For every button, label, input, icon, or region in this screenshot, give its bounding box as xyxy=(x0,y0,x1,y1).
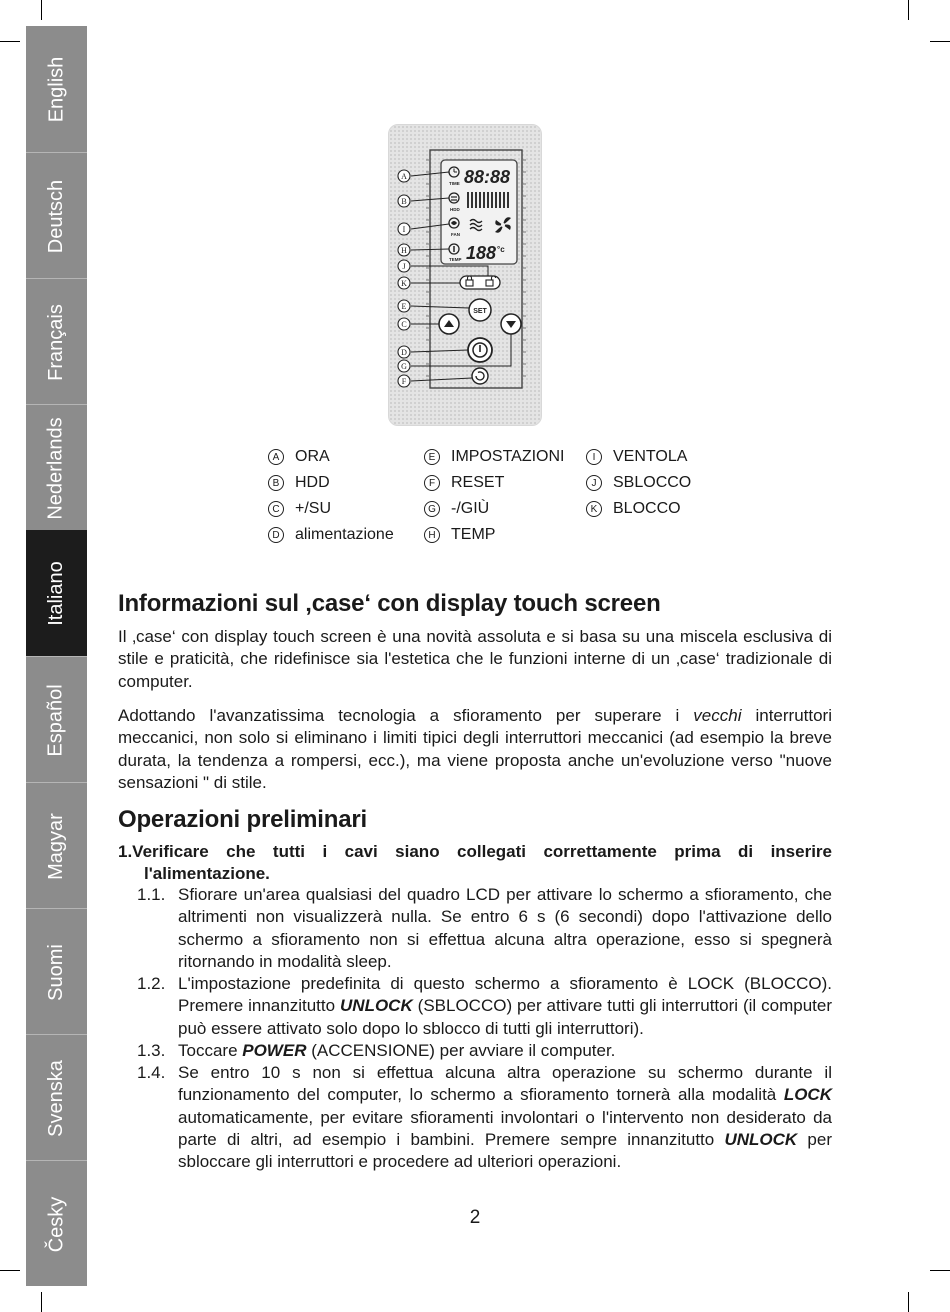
step-1-line: 1.Verificare che tutti i cavi siano collegati correttamente prima di inserire xyxy=(118,842,832,861)
legend-letter: D xyxy=(268,527,284,543)
crop-mark xyxy=(908,1292,909,1312)
lang-tab-svenska[interactable] xyxy=(26,1034,87,1161)
legend-letter: F xyxy=(424,475,440,491)
legend-label: SBLOCCO xyxy=(613,474,692,491)
legend-label: VENTOLA xyxy=(613,448,688,465)
callout-markers xyxy=(398,170,410,387)
callout-letter: I xyxy=(402,225,406,234)
lang-label: Česky xyxy=(44,1196,67,1252)
touch-panel-diagram xyxy=(0,0,950,440)
text-run: per sbloccare gli interruttori e procedere ad ulteriori operazioni. xyxy=(178,1129,832,1172)
lcd-time-label: TIME xyxy=(449,181,460,186)
legend-letter: B xyxy=(268,475,284,491)
substep-1-3 xyxy=(118,1040,832,1062)
lcd-temp-label: TEMP xyxy=(449,257,462,262)
keyword-unlock: UNLOCK xyxy=(724,1129,798,1149)
legend-label: RESET xyxy=(451,474,505,491)
legend-item xyxy=(268,526,394,544)
substep-text xyxy=(178,1062,832,1173)
lcd-temp-unit: °c xyxy=(497,245,505,254)
legend-item xyxy=(268,474,330,492)
legend-label: ORA xyxy=(295,448,330,465)
keyword-unlock: UNLOCK xyxy=(340,996,413,1016)
lang-tab-italiano[interactable] xyxy=(26,530,87,656)
legend-letter: I xyxy=(586,449,602,465)
step-1-heading xyxy=(118,841,832,885)
lang-tab-magyar[interactable] xyxy=(26,782,87,909)
callout-letter: F xyxy=(401,377,407,386)
legend-letter: G xyxy=(424,501,440,517)
crop-mark xyxy=(930,1270,950,1271)
text-run: (ACCENSIONE) per avviare il computer. xyxy=(306,1041,616,1060)
substep-text xyxy=(178,1040,832,1062)
lcd-hdd-label: HDD xyxy=(450,207,460,212)
callout-letter: E xyxy=(401,302,407,311)
substep-number: 1.4. xyxy=(137,1063,166,1082)
lang-label: Español xyxy=(45,683,67,757)
callout-letter: D xyxy=(401,348,407,357)
intro-paragraph: Il ‚case‘ con display touch screen è una novità assoluta e si basa su una miscela esclusiva di stile e praticità, che ridefinisce sia l'estetica che le funzioni interne di un ‚case‘ tradizionale di computer. xyxy=(118,627,832,691)
section-heading-preliminary: Operazioni preliminari xyxy=(118,806,367,833)
legend-label: IMPOSTAZIONI xyxy=(451,448,565,465)
lang-label: Deutsch xyxy=(45,179,67,253)
legend-item xyxy=(424,500,489,518)
callout-letter: G xyxy=(401,362,407,371)
text-run: Adottando l'avanzatissima tecnologia a sfioramento per superare i xyxy=(118,706,694,725)
crop-mark xyxy=(0,1270,20,1271)
lang-label: Magyar xyxy=(45,812,68,880)
lang-label: Svenska xyxy=(45,1059,67,1137)
substep-number: 1.3. xyxy=(137,1041,166,1060)
legend-item xyxy=(268,448,330,466)
set-button-label: SET xyxy=(473,308,487,315)
lcd-time-readout: 88:88 xyxy=(464,167,511,187)
lang-label: English xyxy=(45,56,68,122)
reset-button[interactable] xyxy=(472,368,488,384)
text-run: automaticamente, per evitare sfioramenti involontari o l'intervento non desiderato da parte di altri, ad esempio i bambini. Premere sempre innanzitutto xyxy=(178,1107,832,1149)
substep-1-4 xyxy=(118,1062,832,1173)
technology-paragraph xyxy=(118,705,832,794)
legend-label: -/GIÙ xyxy=(451,500,490,517)
keyword-lock: LOCK xyxy=(783,1085,832,1105)
legend-letter: E xyxy=(424,449,440,465)
lang-label: Suomi xyxy=(44,943,67,1001)
legend-letter: C xyxy=(268,501,284,517)
text-run: Toccare xyxy=(178,1041,243,1060)
callout-letter: A xyxy=(401,172,407,181)
legend-item xyxy=(586,448,687,466)
text-run: (SBLOCCO) per attivare tutti gli interruttori (il computer può essere attivato solo dopo lo sblocco di tutti gli interruttori). xyxy=(178,996,832,1038)
lang-label: Italiano xyxy=(45,560,67,626)
substep-1-2 xyxy=(118,973,832,1040)
callout-letter: B xyxy=(401,197,407,206)
page-number: 2 xyxy=(469,1207,481,1228)
substep-number: 1.2. xyxy=(137,974,166,993)
substep-text: Sfiorare un'area qualsiasi del quadro LCD per attivare lo schermo a sfioramento, che altrimenti non visualizzerà nulla. Se entro 6 s (6 secondi) dopo l'attivazione dello schermo a sfioramento non si effettua alcuna altra operazione, esso si spegnerà ritornando in modalità sleep. xyxy=(178,885,832,971)
lcd-temp-readout: 188 xyxy=(466,243,497,263)
text-run: interruttori meccanici, non solo si eliminano i limiti tipici degli interruttori meccanici (ad esempio la breve durata, la tendenza a rompersi, ecc.), ma viene proposta anche un'evoluzione verso "nuove sensazioni " di stile. xyxy=(118,706,832,792)
legend-letter: A xyxy=(268,449,284,465)
step-1-line: l'alimentazione. xyxy=(144,864,270,883)
lang-tab-suomi[interactable] xyxy=(26,908,87,1035)
legend-item xyxy=(424,474,504,492)
keyword-power: POWER xyxy=(242,1041,307,1060)
substep-number: 1.1. xyxy=(137,885,166,904)
callout-letter: K xyxy=(401,279,407,288)
emphasis-text: vecchi xyxy=(693,706,742,725)
legend-label: HDD xyxy=(295,474,330,491)
legend-letter: K xyxy=(586,501,602,517)
legend-letter: J xyxy=(586,475,602,491)
legend-item xyxy=(424,448,564,466)
callout-letter: H xyxy=(401,246,407,255)
text-run: Se entro 10 s non si effettua alcuna altra operazione su schermo durante il funzionamento del computer, lo schermo a sfioramento tornerà alla modalità xyxy=(178,1063,832,1105)
legend-label: alimentazione xyxy=(295,526,394,543)
lcd-fan-label: FAN xyxy=(451,232,460,237)
legend-letter: H xyxy=(424,527,440,543)
lang-label: Nederlands xyxy=(45,416,68,520)
crop-mark xyxy=(41,1292,42,1312)
legend-label: TEMP xyxy=(451,526,496,543)
text-run: L'impostazione predefinita di questo schermo a sfioramento è LOCK (BLOCCO). Premere innanzitutto xyxy=(178,974,832,1016)
legend-label: +/SU xyxy=(295,500,332,517)
section-heading-touch-case: Informazioni sul ‚case‘ con display touch screen xyxy=(118,590,661,617)
callout-letter: C xyxy=(401,320,407,329)
legend-item xyxy=(268,500,331,518)
legend-item xyxy=(586,474,691,492)
lang-tab-espanol[interactable] xyxy=(26,656,87,783)
legend-item xyxy=(424,526,495,544)
substeps-list xyxy=(118,884,832,1174)
legend-item xyxy=(586,500,681,518)
substep-1-1 xyxy=(118,884,832,973)
legend-label: BLOCCO xyxy=(613,500,681,517)
callout-letter: J xyxy=(402,262,406,271)
substep-text xyxy=(178,973,832,1040)
lang-label: Français xyxy=(45,303,68,381)
